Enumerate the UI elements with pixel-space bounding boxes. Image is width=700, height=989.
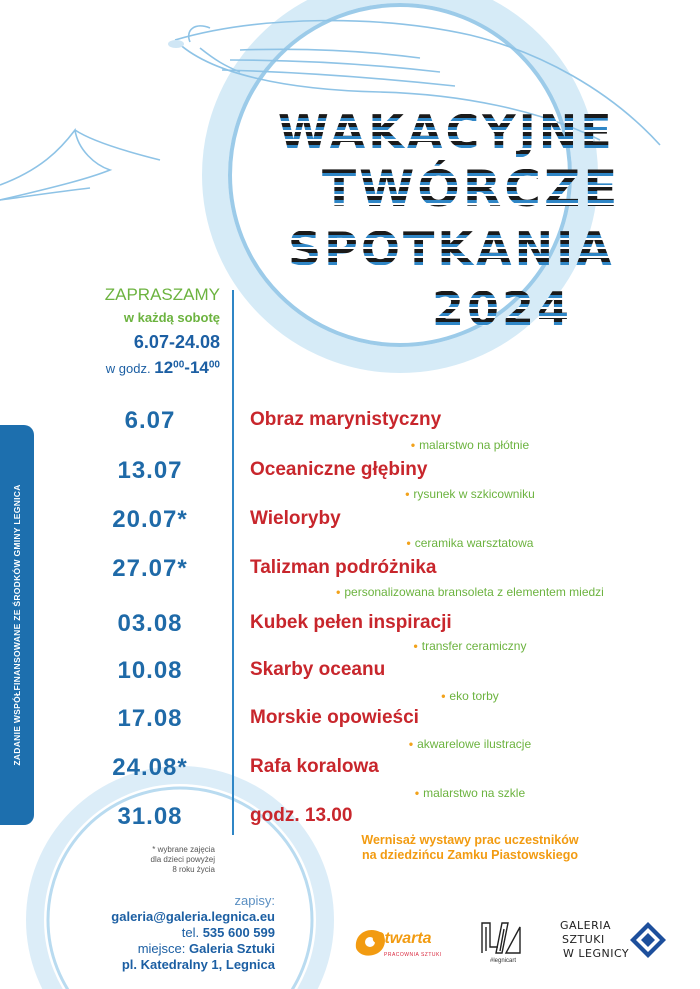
note-line: dla dzieci powyżej xyxy=(150,855,215,864)
email-link[interactable]: galeria@galeria.legnica.eu xyxy=(111,909,275,924)
invite-hours xyxy=(45,358,220,378)
event-subtitle-text: akwarelowe ilustracje xyxy=(417,737,532,751)
event-title: Obraz marynistyczny xyxy=(250,409,442,430)
title-year: 2024 xyxy=(432,282,573,336)
event-date: 24.08* xyxy=(112,754,188,781)
phone xyxy=(60,925,275,940)
event-title: Morskie opowieści xyxy=(250,707,419,728)
event-title: Kubek pełen inspiracji xyxy=(250,612,452,633)
hours-end: 14 xyxy=(189,358,209,377)
vernissage-line-1: Wernisaż wystawy prac uczestników xyxy=(361,833,579,847)
event-subtitle-text: ceramika warsztatowa xyxy=(414,536,534,550)
event-date: 17.08 xyxy=(117,705,183,732)
event-subtitle-text: personalizowana bransoleta z elementem miedzi xyxy=(344,585,604,599)
bullet-icon: • xyxy=(441,689,446,703)
event-subtitle xyxy=(250,536,690,550)
galeria-logo-text xyxy=(560,919,629,961)
event-subtitle xyxy=(250,786,690,800)
event-title: Rafa koralowa xyxy=(250,756,379,777)
address: pl. Katedralny 1, Legnica xyxy=(121,957,275,972)
otwarta-logo-text: Otwarta xyxy=(372,930,432,947)
title-line-3: SPOTKANIA xyxy=(288,222,615,276)
note-line: * wybrane zajęcia xyxy=(152,845,215,854)
event-subtitle xyxy=(250,737,690,751)
bullet-icon: • xyxy=(410,438,416,452)
hours-prefix: w godz. xyxy=(105,361,151,376)
legnicart-logo-icon xyxy=(478,917,524,957)
event-subtitle-text: transfer ceramiczny xyxy=(421,639,527,653)
event-title: Oceaniczne głębiny xyxy=(250,459,428,480)
event-subtitle xyxy=(250,438,690,452)
signup-label: zapisy: xyxy=(234,893,275,908)
note-line: 8 roku życia xyxy=(172,865,215,874)
hours-end-minutes: 00 xyxy=(208,359,220,371)
divider-line xyxy=(232,290,234,835)
bullet-icon: • xyxy=(408,737,414,751)
event-title: Skarby oceanu xyxy=(250,659,386,680)
vernissage-line-2: na dziedzińcu Zamku Piastowskiego xyxy=(361,848,579,862)
event-subtitle-text: malarstwo na płótnie xyxy=(419,438,530,452)
invite-every-saturday: w każdą sobotę xyxy=(123,310,220,325)
event-date: 13.07 xyxy=(117,457,183,484)
event-date: 10.08 xyxy=(117,657,183,684)
hours-start: 12 xyxy=(154,358,174,377)
event-subtitle xyxy=(250,585,690,599)
invite-headline: ZAPRASZAMY xyxy=(104,285,220,304)
legnicart-logo-text: #legnicart xyxy=(489,958,516,964)
event-subtitle xyxy=(250,689,690,703)
bullet-icon: • xyxy=(405,487,410,501)
galeria-line-3: W LEGNICY xyxy=(563,947,630,960)
event-subtitle xyxy=(250,639,690,653)
tel-label: tel. xyxy=(181,925,200,940)
age-note xyxy=(120,845,215,875)
otwarta-logo-subtitle: PRACOWNIA SZTUKI xyxy=(384,952,442,958)
title-line-2: TWÓRCZE xyxy=(322,160,621,218)
bullet-icon: • xyxy=(414,786,420,800)
invite-date-range: 6.07-24.08 xyxy=(133,332,220,352)
event-title: godz. 13.00 xyxy=(250,805,353,826)
event-title: Wieloryby xyxy=(250,508,341,529)
tel-number: 535 600 599 xyxy=(202,925,275,940)
event-date: 6.07 xyxy=(124,407,176,434)
event-subtitle xyxy=(250,487,690,501)
event-subtitle-text: eko torby xyxy=(449,689,499,703)
bullet-icon: • xyxy=(413,639,418,653)
event-date: 27.07* xyxy=(112,555,188,582)
bullet-icon: • xyxy=(336,585,341,599)
hours-start-minutes: 00 xyxy=(173,359,185,371)
event-date: 31.08 xyxy=(117,803,183,830)
place xyxy=(60,941,275,956)
galeria-diamond-icon xyxy=(628,920,668,960)
event-date: 03.08 xyxy=(117,610,183,637)
funding-text: ZADANIE WSPÓŁFINANSOWANE ZE ŚRODKÓW GMINY LEGNICA xyxy=(12,484,22,766)
event-subtitle-text: rysunek w szkicowniku xyxy=(413,487,535,501)
event-subtitle-text: malarstwo na szkle xyxy=(423,786,526,800)
place-name: Galeria Sztuki xyxy=(189,941,275,956)
event-title: Talizman podróżnika xyxy=(250,557,437,578)
hours-separator: - xyxy=(184,358,190,377)
galeria-line-1: GALERIA xyxy=(560,919,612,932)
galeria-line-2: SZTUKI xyxy=(562,933,605,946)
title-line-1: WAKACYJNE xyxy=(278,105,615,159)
event-date: 20.07* xyxy=(112,506,188,533)
place-label: miejsce: xyxy=(137,941,186,956)
bullet-icon: • xyxy=(406,536,411,550)
